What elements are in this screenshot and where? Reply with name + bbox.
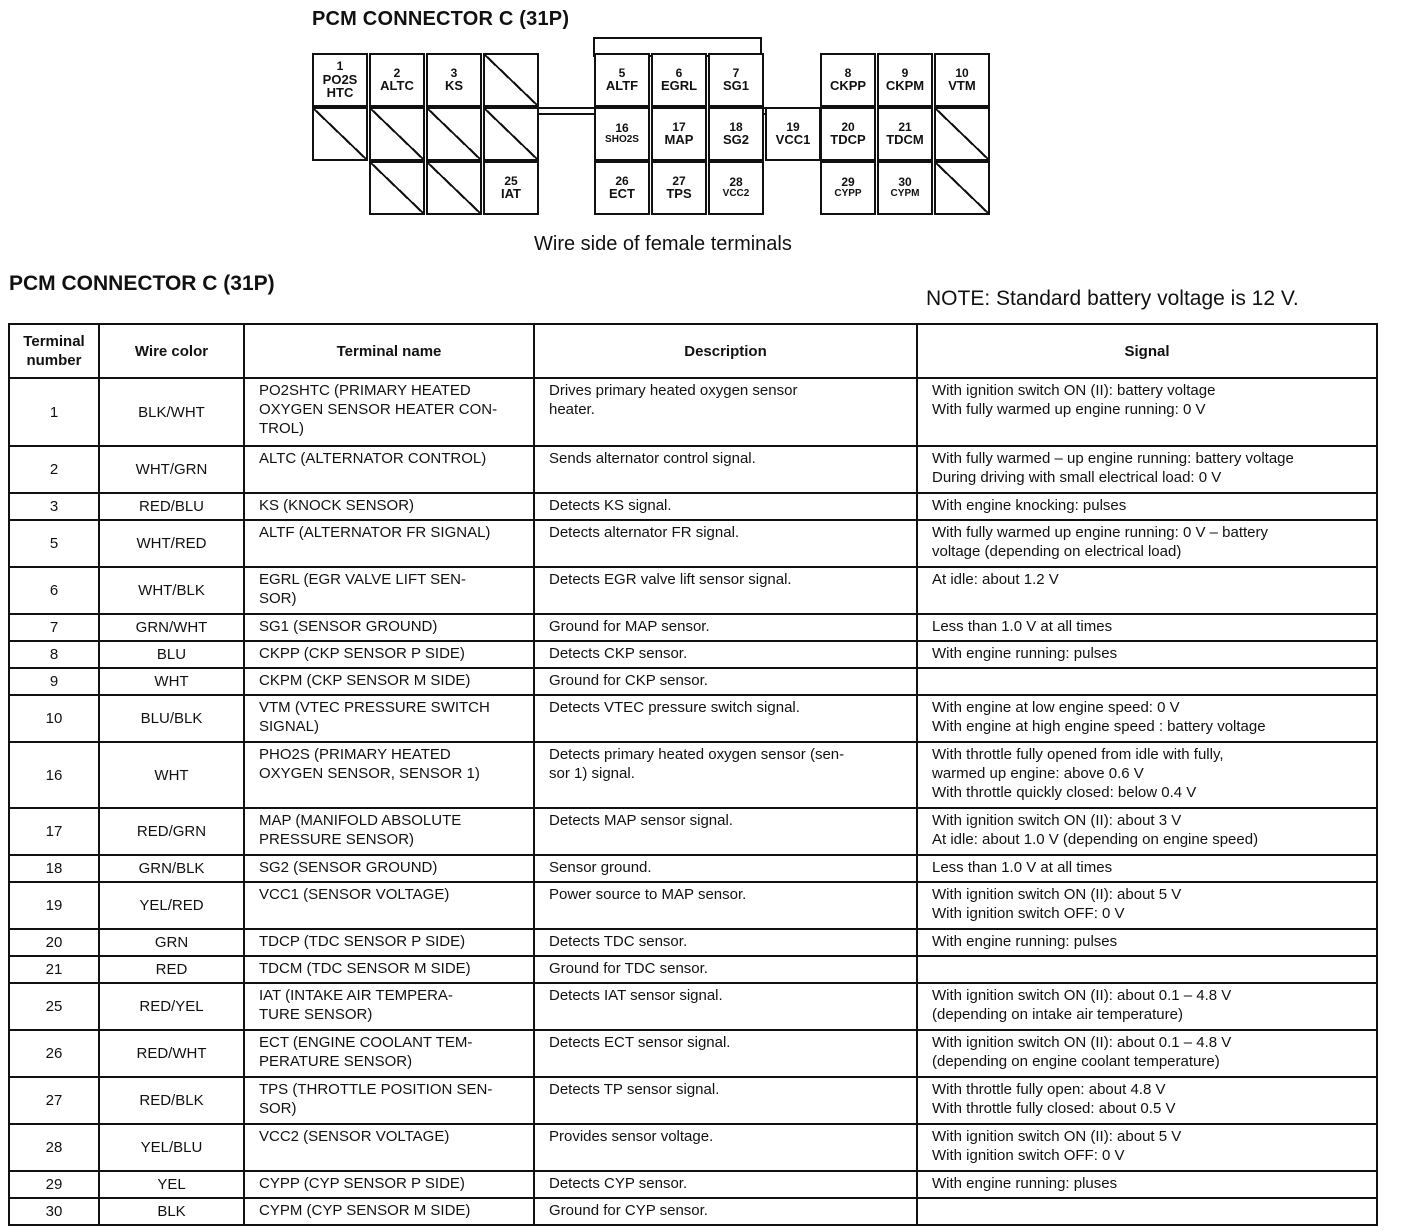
cell-wire-color: RED/BLK [99, 1077, 244, 1124]
cell-terminal-name: PHO2S (PRIMARY HEATED OXYGEN SENSOR, SENSOR 1) [244, 742, 534, 808]
connector-bridge-left [537, 107, 597, 115]
connector-pin [594, 107, 650, 161]
pin-label: CYPM [890, 188, 920, 200]
table-row [9, 378, 1377, 446]
cell-signal [917, 1198, 1377, 1225]
diagram-caption: Wire side of female terminals [534, 233, 792, 255]
cell-signal: With ignition switch ON (II): about 5 V With ignition switch OFF: 0 V [917, 882, 1377, 929]
connector-pin [765, 107, 821, 161]
pin-label: IAT [501, 186, 521, 202]
cell-terminal-name: ECT (ENGINE COOLANT TEM- PERATURE SENSOR) [244, 1030, 534, 1077]
connector-pin [594, 53, 650, 107]
pin-label: TDCP [830, 132, 866, 148]
cell-signal [917, 956, 1377, 983]
cell-signal: Less than 1.0 V at all times [917, 614, 1377, 641]
cell-description: Ground for CYP sensor. [534, 1198, 917, 1225]
pin-number: 18 [729, 119, 743, 134]
cell-terminal-name: VCC1 (SENSOR VOLTAGE) [244, 882, 534, 929]
cell-terminal-name: IAT (INTAKE AIR TEMPERA- TURE SENSOR) [244, 983, 534, 1030]
pin-label: PO2S HTC [322, 71, 358, 101]
cell-wire-color: GRN [99, 929, 244, 956]
cell-terminal-name: TPS (THROTTLE POSITION SEN- SOR) [244, 1077, 534, 1124]
pin-number: 19 [786, 119, 800, 134]
cell-signal: With ignition switch ON (II): about 3 V At idle: about 1.0 V (depending on engine speed) [917, 808, 1377, 855]
pin-number: 16 [615, 121, 629, 136]
cell-signal: With fully warmed – up engine running: battery voltage During driving with small electrical load: 0 V [917, 446, 1377, 493]
cell-signal: With ignition switch ON (II): about 0.1 – 4.8 V (depending on intake air temperature) [917, 983, 1377, 1030]
cell-terminal-name: TDCP (TDC SENSOR P SIDE) [244, 929, 534, 956]
cell-terminal-name: KS (KNOCK SENSOR) [244, 493, 534, 520]
cell-description: Drives primary heated oxygen sensor heater. [534, 378, 917, 446]
pin-number: 21 [898, 119, 912, 134]
table-row [9, 641, 1377, 668]
cell-terminal-name: VTM (VTEC PRESSURE SWITCH SIGNAL) [244, 695, 534, 742]
connector-pin [708, 161, 764, 215]
cell-terminal-name: TDCM (TDC SENSOR M SIDE) [244, 956, 534, 983]
table-row [9, 567, 1377, 614]
cell-terminal-number: 21 [9, 956, 99, 983]
cell-wire-color: BLU/BLK [99, 695, 244, 742]
cell-wire-color: YEL/RED [99, 882, 244, 929]
cell-terminal-number: 7 [9, 614, 99, 641]
cell-signal: With throttle fully open: about 4.8 V With throttle fully closed: about 0.5 V [917, 1077, 1377, 1124]
table-title: PCM CONNECTOR C (31P) [9, 272, 275, 295]
table-row [9, 983, 1377, 1030]
pin-label: EGRL [660, 78, 698, 94]
cell-terminal-name: CKPP (CKP SENSOR P SIDE) [244, 641, 534, 668]
cell-description: Sensor ground. [534, 855, 917, 882]
connector-unused-cavity [934, 161, 990, 215]
connector-pin [877, 53, 933, 107]
connector-pin [651, 107, 707, 161]
cell-signal: With throttle fully opened from idle with fully, warmed up engine: above 0.6 V With throttle quickly closed: below 0.4 V [917, 742, 1377, 808]
table-row [9, 855, 1377, 882]
pin-label: SHO2S [605, 134, 639, 146]
table-row [9, 1198, 1377, 1225]
cell-wire-color: WHT/BLK [99, 567, 244, 614]
connector-pin [820, 161, 876, 215]
cell-terminal-number: 2 [9, 446, 99, 493]
cell-signal [917, 668, 1377, 695]
header-description: Description [534, 324, 917, 378]
pin-number: 26 [615, 173, 629, 188]
cell-terminal-name: CYPP (CYP SENSOR P SIDE) [244, 1171, 534, 1198]
table-row [9, 695, 1377, 742]
connector-unused-cavity [369, 161, 425, 215]
cell-description: Detects ECT sensor signal. [534, 1030, 917, 1077]
cell-terminal-name: EGRL (EGR VALVE LIFT SEN- SOR) [244, 567, 534, 614]
connector-unused-cavity [312, 107, 368, 161]
cell-wire-color: BLK/WHT [99, 378, 244, 446]
diagram-title: PCM CONNECTOR C (31P) [312, 8, 570, 30]
cell-wire-color: RED/WHT [99, 1030, 244, 1077]
cell-terminal-number: 18 [9, 855, 99, 882]
pin-label: ECT [609, 186, 635, 202]
cell-terminal-name: CYPM (CYP SENSOR M SIDE) [244, 1198, 534, 1225]
battery-voltage-note: NOTE: Standard battery voltage is 12 V. [926, 287, 1299, 310]
connector-pin [877, 107, 933, 161]
table-row [9, 1077, 1377, 1124]
cell-terminal-number: 25 [9, 983, 99, 1030]
cell-terminal-name: VCC2 (SENSOR VOLTAGE) [244, 1124, 534, 1171]
connector-pin [312, 53, 368, 107]
cell-terminal-number: 28 [9, 1124, 99, 1171]
table-row [9, 742, 1377, 808]
cell-wire-color: WHT [99, 742, 244, 808]
pin-number: 20 [841, 119, 855, 134]
cell-terminal-number: 9 [9, 668, 99, 695]
table-row [9, 520, 1377, 567]
cell-terminal-number: 8 [9, 641, 99, 668]
pin-label: KS [444, 78, 464, 94]
cell-wire-color: WHT/RED [99, 520, 244, 567]
cell-terminal-number: 30 [9, 1198, 99, 1225]
cell-signal: With ignition switch ON (II): battery voltage With fully warmed up engine running: 0 V [917, 378, 1377, 446]
pin-number: 5 [618, 65, 626, 80]
header-terminal-name: Terminal name [244, 324, 534, 378]
pin-number: 25 [504, 173, 518, 188]
connector-pin [594, 161, 650, 215]
pin-number: 29 [841, 175, 855, 190]
connector-unused-cavity [426, 161, 482, 215]
cell-signal: With ignition switch ON (II): about 0.1 – 4.8 V (depending on engine coolant temperature) [917, 1030, 1377, 1077]
cell-wire-color: RED/GRN [99, 808, 244, 855]
cell-terminal-number: 17 [9, 808, 99, 855]
cell-description: Detects TP sensor signal. [534, 1077, 917, 1124]
cell-terminal-number: 19 [9, 882, 99, 929]
pin-label: CYPP [834, 188, 862, 200]
pin-label: TDCM [886, 132, 924, 148]
table-header-row [9, 324, 1377, 378]
connector-pin [877, 161, 933, 215]
cell-terminal-name: CKPM (CKP SENSOR M SIDE) [244, 668, 534, 695]
cell-wire-color: RED/BLU [99, 493, 244, 520]
cell-terminal-name: ALTC (ALTERNATOR CONTROL) [244, 446, 534, 493]
pin-label: VCC2 [722, 188, 750, 200]
pin-label: SG1 [722, 78, 749, 94]
table-row [9, 493, 1377, 520]
connector-pin [483, 161, 539, 215]
table-row [9, 446, 1377, 493]
cell-description: Ground for CKP sensor. [534, 668, 917, 695]
table-row [9, 1124, 1377, 1171]
cell-wire-color: YEL/BLU [99, 1124, 244, 1171]
cell-terminal-number: 26 [9, 1030, 99, 1077]
cell-signal: At idle: about 1.2 V [917, 567, 1377, 614]
terminal-table [8, 323, 1378, 1226]
cell-wire-color: WHT [99, 668, 244, 695]
cell-signal: With engine running: pulses [917, 929, 1377, 956]
pin-number: 28 [729, 175, 743, 190]
cell-signal: With ignition switch ON (II): about 5 V With ignition switch OFF: 0 V [917, 1124, 1377, 1171]
connector-pin [708, 107, 764, 161]
pin-number: 3 [450, 65, 458, 80]
cell-terminal-number: 3 [9, 493, 99, 520]
connector-unused-cavity [483, 53, 539, 107]
pin-number: 9 [901, 65, 909, 80]
pin-number: 1 [336, 59, 344, 74]
pin-label: ALTC [380, 78, 414, 94]
connector-pin [820, 107, 876, 161]
pin-label: VCC1 [775, 132, 811, 148]
pin-label: ALTF [605, 78, 639, 94]
connector-pin [934, 53, 990, 107]
pin-number: 10 [955, 65, 969, 80]
cell-description: Ground for TDC sensor. [534, 956, 917, 983]
cell-wire-color: WHT/GRN [99, 446, 244, 493]
cell-signal: With engine knocking: pulses [917, 493, 1377, 520]
header-wire-color: Wire color [99, 324, 244, 378]
cell-description: Detects alternator FR signal. [534, 520, 917, 567]
cell-signal: With engine running: pulses [917, 641, 1377, 668]
connector-pin [651, 161, 707, 215]
cell-description: Detects CKP sensor. [534, 641, 917, 668]
table-row [9, 808, 1377, 855]
connector-pin [651, 53, 707, 107]
pin-number: 27 [672, 173, 686, 188]
pin-label: TPS [666, 186, 692, 202]
cell-description: Detects IAT sensor signal. [534, 983, 917, 1030]
pin-number: 6 [675, 65, 683, 80]
cell-terminal-number: 1 [9, 378, 99, 446]
cell-wire-color: GRN/WHT [99, 614, 244, 641]
table-row [9, 882, 1377, 929]
connector-pin [426, 53, 482, 107]
cell-wire-color: RED/YEL [99, 983, 244, 1030]
pin-number: 17 [672, 119, 686, 134]
connector-pin [369, 53, 425, 107]
cell-description: Detects primary heated oxygen sensor (sen- sor 1) signal. [534, 742, 917, 808]
cell-description: Detects TDC sensor. [534, 929, 917, 956]
cell-wire-color: GRN/BLK [99, 855, 244, 882]
cell-description: Detects CYP sensor. [534, 1171, 917, 1198]
table-row [9, 614, 1377, 641]
connector-diagram [0, 0, 1408, 230]
cell-description: Detects MAP sensor signal. [534, 808, 917, 855]
cell-terminal-name: PO2SHTC (PRIMARY HEATED OXYGEN SENSOR HEATER CON- TROL) [244, 378, 534, 446]
connector-pin [708, 53, 764, 107]
pin-label: CKPM [885, 78, 925, 94]
pin-label: MAP [664, 132, 694, 148]
connector-pin [820, 53, 876, 107]
pin-label: VTM [948, 78, 976, 94]
cell-wire-color: BLU [99, 641, 244, 668]
cell-wire-color: BLK [99, 1198, 244, 1225]
cell-terminal-number: 6 [9, 567, 99, 614]
cell-description: Provides sensor voltage. [534, 1124, 917, 1171]
cell-signal: With fully warmed up engine running: 0 V – battery voltage (depending on electrical load) [917, 520, 1377, 567]
connector-unused-cavity [369, 107, 425, 161]
connector-unused-cavity [483, 107, 539, 161]
cell-terminal-number: 27 [9, 1077, 99, 1124]
cell-description: Ground for MAP sensor. [534, 614, 917, 641]
pin-label: SG2 [722, 132, 749, 148]
cell-terminal-number: 5 [9, 520, 99, 567]
cell-signal: With engine running: pluses [917, 1171, 1377, 1198]
cell-terminal-number: 20 [9, 929, 99, 956]
cell-terminal-number: 10 [9, 695, 99, 742]
cell-terminal-name: MAP (MANIFOLD ABSOLUTE PRESSURE SENSOR) [244, 808, 534, 855]
cell-description: Power source to MAP sensor. [534, 882, 917, 929]
table-row [9, 956, 1377, 983]
connector-unused-cavity [934, 107, 990, 161]
cell-terminal-name: SG1 (SENSOR GROUND) [244, 614, 534, 641]
cell-description: Sends alternator control signal. [534, 446, 917, 493]
cell-wire-color: RED [99, 956, 244, 983]
pin-number: 7 [732, 65, 740, 80]
pin-number: 30 [898, 175, 912, 190]
table-row [9, 668, 1377, 695]
pin-label: CKPP [829, 78, 867, 94]
header-terminal-number: Terminal number [9, 324, 99, 378]
cell-signal: Less than 1.0 V at all times [917, 855, 1377, 882]
header-signal: Signal [917, 324, 1377, 378]
pin-number: 2 [393, 65, 401, 80]
cell-terminal-name: SG2 (SENSOR GROUND) [244, 855, 534, 882]
cell-terminal-name: ALTF (ALTERNATOR FR SIGNAL) [244, 520, 534, 567]
cell-signal: With engine at low engine speed: 0 V With engine at high engine speed : battery voltage [917, 695, 1377, 742]
cell-description: Detects VTEC pressure switch signal. [534, 695, 917, 742]
cell-wire-color: YEL [99, 1171, 244, 1198]
cell-description: Detects KS signal. [534, 493, 917, 520]
table-row [9, 929, 1377, 956]
cell-terminal-number: 16 [9, 742, 99, 808]
cell-description: Detects EGR valve lift sensor signal. [534, 567, 917, 614]
cell-terminal-number: 29 [9, 1171, 99, 1198]
table-row [9, 1030, 1377, 1077]
pin-number: 8 [844, 65, 852, 80]
connector-unused-cavity [426, 107, 482, 161]
table-row [9, 1171, 1377, 1198]
